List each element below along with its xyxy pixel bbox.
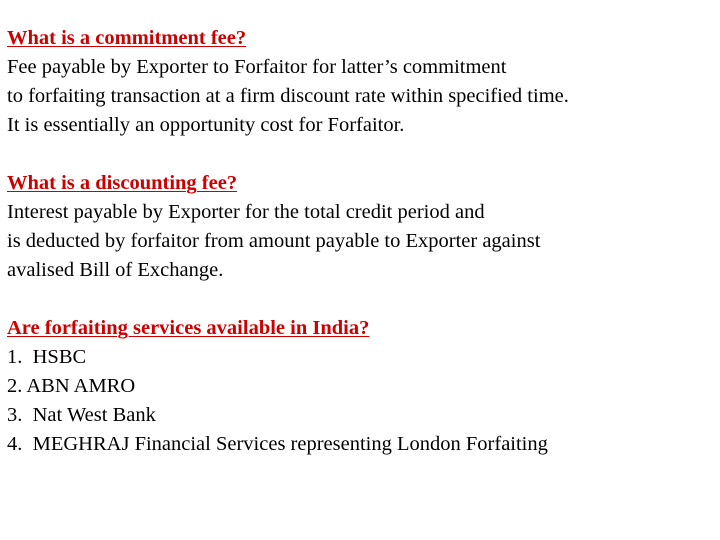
commitment-fee-answer-line-1: Fee payable by Exporter to Forfaitor for latter’s commitment (7, 56, 507, 78)
commitment-fee-answer-line-2: to forfaiting transaction at a firm discount rate within specified time. (7, 85, 569, 107)
commitment-fee-section (7, 24, 713, 140)
discounting-fee-answer-line-1: Interest payable by Exporter for the total credit period and (7, 201, 485, 223)
provider-list-item-meghraj: 4. MEGHRAJ Financial Services representing London Forfaiting (7, 433, 548, 455)
discounting-fee-section (7, 169, 713, 285)
discounting-fee-answer-line-3: avalised Bill of Exchange. (7, 259, 224, 281)
provider-list-item-hsbc: 1. HSBC (7, 346, 87, 368)
slide-content (7, 24, 713, 488)
provider-list-item-abn-amro: 2. ABN AMRO (7, 375, 136, 397)
forfaiting-india-section (7, 314, 713, 459)
discounting-fee-answer-line-2: is deducted by forfaitor from amount payable to Exporter against (7, 230, 541, 252)
discounting-fee-question: What is a discounting fee? (7, 172, 238, 194)
provider-list-item-natwest: 3. Nat West Bank (7, 404, 156, 426)
commitment-fee-answer-line-3: It is essentially an opportunity cost for Forfaitor. (7, 114, 405, 136)
forfaiting-india-question: Are forfaiting services available in India? (7, 317, 370, 339)
commitment-fee-question: What is a commitment fee? (7, 27, 247, 49)
